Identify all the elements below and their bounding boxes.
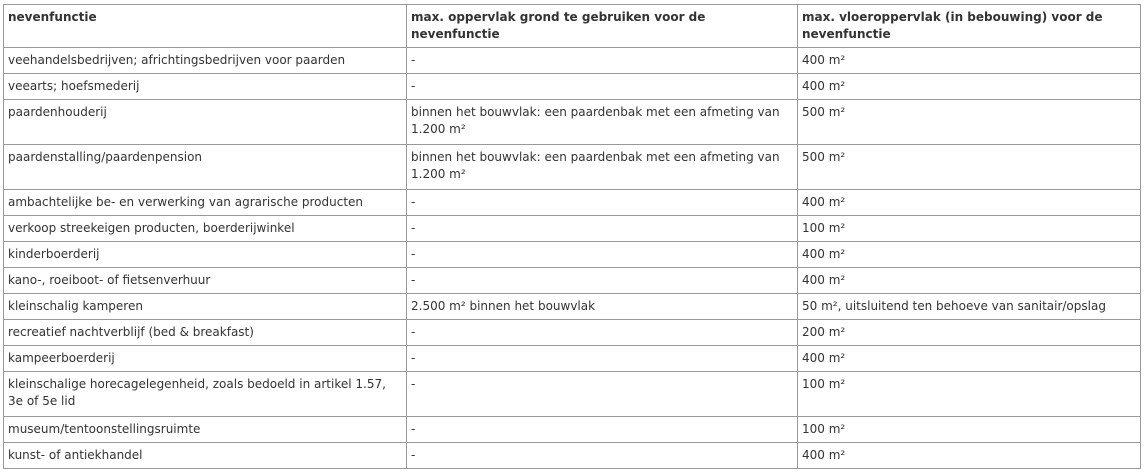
cell-nevenfunctie: kunst- of antiekhandel — [4, 443, 407, 469]
table-row — [4, 320, 1141, 346]
cell-nevenfunctie: kinderboerderij — [4, 242, 407, 268]
cell-max-vloer: 400 m² — [798, 190, 1141, 216]
cell-max-vloer: 400 m² — [798, 268, 1141, 294]
cell-max-vloer: 200 m² — [798, 320, 1141, 346]
cell-nevenfunctie: paardenhouderij — [4, 100, 407, 145]
cell-nevenfunctie: recreatief nachtverblijf (bed & breakfast) — [4, 320, 407, 346]
cell-max-grond: - — [407, 417, 798, 443]
cell-max-vloer: 400 m² — [798, 74, 1141, 100]
table-row — [4, 48, 1141, 74]
cell-max-grond: binnen het bouwvlak: een paardenbak met een afmeting van 1.200 m² — [407, 145, 798, 190]
table-row — [4, 145, 1141, 190]
cell-max-vloer: 500 m² — [798, 100, 1141, 145]
cell-max-grond: - — [407, 242, 798, 268]
table-row — [4, 216, 1141, 242]
header-max-oppervlak-grond: max. oppervlak grond te gebruiken voor de nevenfunctie — [407, 5, 798, 48]
cell-max-vloer: 400 m² — [798, 242, 1141, 268]
cell-max-vloer: 400 m² — [798, 443, 1141, 469]
cell-max-grond: - — [407, 48, 798, 74]
cell-nevenfunctie: kleinschalige horecagelegenheid, zoals bedoeld in artikel 1.57, 3e of 5e lid — [4, 372, 407, 417]
cell-max-grond: - — [407, 346, 798, 372]
cell-max-grond: - — [407, 216, 798, 242]
cell-nevenfunctie: verkoop streekeigen producten, boerderijwinkel — [4, 216, 407, 242]
table-row — [4, 268, 1141, 294]
cell-max-vloer: 100 m² — [798, 417, 1141, 443]
header-nevenfunctie: nevenfunctie — [4, 5, 407, 48]
cell-nevenfunctie: veearts; hoefsmederij — [4, 74, 407, 100]
cell-nevenfunctie: paardenstalling/paardenpension — [4, 145, 407, 190]
cell-max-grond: 2.500 m² binnen het bouwvlak — [407, 294, 798, 320]
table-row — [4, 242, 1141, 268]
header-max-vloeroppervlak: max. vloeroppervlak (in bebouwing) voor de nevenfunctie — [798, 5, 1141, 48]
nevenfunctie-table — [3, 4, 1141, 469]
cell-max-grond: - — [407, 74, 798, 100]
cell-nevenfunctie: museum/tentoonstellingsruimte — [4, 417, 407, 443]
cell-max-grond: - — [407, 268, 798, 294]
cell-max-grond: - — [407, 443, 798, 469]
table-row — [4, 417, 1141, 443]
cell-max-vloer: 50 m², uitsluitend ten behoeve van sanitair/opslag — [798, 294, 1141, 320]
cell-max-vloer: 400 m² — [798, 346, 1141, 372]
cell-max-grond: - — [407, 190, 798, 216]
cell-max-vloer: 400 m² — [798, 48, 1141, 74]
cell-max-vloer: 500 m² — [798, 145, 1141, 190]
cell-max-grond: - — [407, 372, 798, 417]
cell-nevenfunctie: ambachtelijke be- en verwerking van agrarische producten — [4, 190, 407, 216]
cell-max-vloer: 100 m² — [798, 372, 1141, 417]
table-row — [4, 74, 1141, 100]
cell-nevenfunctie: kampeerboerderij — [4, 346, 407, 372]
table-row — [4, 346, 1141, 372]
table-row — [4, 294, 1141, 320]
cell-max-vloer: 100 m² — [798, 216, 1141, 242]
cell-max-grond: binnen het bouwvlak: een paardenbak met een afmeting van 1.200 m² — [407, 100, 798, 145]
cell-nevenfunctie: kano-, roeiboot- of fietsenverhuur — [4, 268, 407, 294]
table-header-row — [4, 5, 1141, 48]
cell-max-grond: - — [407, 320, 798, 346]
table-row — [4, 372, 1141, 417]
cell-nevenfunctie: kleinschalig kamperen — [4, 294, 407, 320]
table-row — [4, 443, 1141, 469]
table-row — [4, 190, 1141, 216]
table-row — [4, 100, 1141, 145]
cell-nevenfunctie: veehandelsbedrijven; africhtingsbedrijven voor paarden — [4, 48, 407, 74]
